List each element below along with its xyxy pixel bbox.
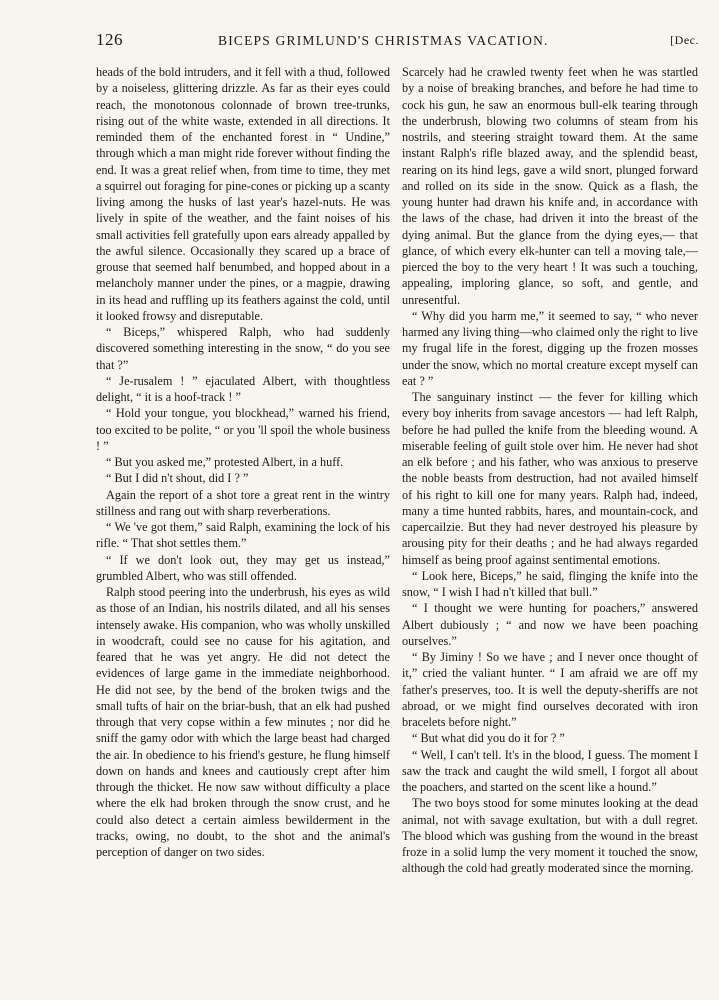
paragraph: Scarcely had he crawled twenty feet when he was startled by a noise of breaking branches, and before he had time to cock his gun, he saw an enormous bull-elk tearing through the underbrush, blowing two columns of steam from his nostrils, and steering straight toward them. At the same instant Ralph's rifle blazed away, and the splendid beast, rearing on its hind legs, gave a wild snort, plunged forward and rolled on its side in the snow. Quick as a flash, the young hunter had drawn his knife and, in accordance with the laws of the chase, had driven it into the breast of the dying animal. But the glance from the dying eyes,— that glance, of which every elk-hunter can tell a moving tale,—pierced the boy to the very heart ! It was such a touching, appealing, imploring glance, so soft, and gentle, and unresentful. [402, 65, 698, 307]
page-number: 126 [96, 30, 123, 49]
paragraph: “ I thought we were hunting for poachers,” answered Albert dubiously ; “ and now we have been poaching ourselves.” [402, 601, 698, 648]
running-head [96, 30, 701, 54]
paragraph: “ But I did n't shout, did I ? ” [106, 471, 249, 486]
paragraph: “ Je-rusalem ! ” ejaculated Albert, with thoughtless delight, “ it is a hoof-track ! ” [96, 373, 390, 404]
paragraph: “ We 've got them,” said Ralph, examining the lock of his rifle. “ That shot settles them.” [96, 520, 390, 551]
paragraph: “ Why did you harm me,” it seemed to say, “ who never harmed any living thing—who claimed only the right to live my frugal life in the forest, digging up the frozen mosses under the snow, which no mortal creature except myself can eat ? ” [402, 308, 698, 388]
paragraph: “ Well, I can't tell. It's in the blood, I guess. The moment I saw the track and caught the wild smell, I forgot all about the poachers, and started on the scent like a hound.” [402, 747, 698, 794]
paragraph: The two boys stood for some minutes looking at the dead animal, not with savage exultation, but with a dull regret. The blood which was gushing from the wound in the breast froze in a solid lump the very moment it touched the snow, although the cold had greatly moderated since the morning. [402, 796, 698, 876]
left-column [96, 64, 390, 860]
running-month: [Dec. [670, 33, 699, 47]
paragraph: Ralph stood peering into the underbrush, his eyes as wild as those of an Indian, his nostrils dilated, and all his senses intensely awake. His companion, who was wholly unskilled in woodcraft, could see no cause for his agitation, and feared that he was yet angry. He did not detect the evidences of large game in the immediate neighborhood. He did not see, by the bend of the broken twigs and the small tufts of hair on the briar-bush, that an elk had pushed through that very copse within a few minutes ; nor did he sniff the gamy odor with which the large beast had charged the air. In obedience to his friend's gesture, he flung himself down on hands and knees and cautiously crept after him through the thicket. He now saw without difficulty a place where the elk had broken through the snow crust, and he could also detect a certain aimless bewilderment in the tracks, owing, no doubt, to the shot and the animal's perception of danger on two sides. [96, 585, 390, 859]
paragraph: “ Look here, Biceps,” he said, flinging the knife into the snow, “ I wish I had n't killed that bull.” [402, 568, 698, 599]
paragraph: heads of the bold intruders, and it fell with a thud, followed by a noiseless, glittering drizzle. As far as their eyes could reach, the monotonous colonnade of brown tree-trunks, rising out of the white waste, extended in all directions. It reminded them of the enchanted forest in “ Undine,” through which a man might ride forever without finding the end. It was a great relief when, from time to time, they met a squirrel out foraging for pine-cones or picking up a scanty living among the husks of last year's hazel-nuts. He was lively in spite of the weather, and the faint noises of his small activities fell gratefully upon ears already appalled by the awful silence. Occasionally they scared up a brace of grouse that seemed half benumbed, and hopped about in a melancholy manner under the pines, or a magpie, drawing in its head and ruffling up its feathers against the cold, until it looked frowsy and disreputable. [96, 65, 390, 323]
right-column [402, 64, 698, 877]
paragraph: “ By Jiminy ! So we have ; and I never once thought of it,” cried the valiant hunter. “ I am afraid we are off my father's preserves, too. It is well the deputy-sheriffs are not abroad, or we might find ourselves decorated with iron bracelets before night.” [402, 650, 698, 729]
paragraph: The sanguinary instinct — the fever for killing which every boy inherits from savage ancestors — had left Ralph, before he had pulled the knife from the bleeding wound. A miserable feeling of guilt stole over him. He never had shot an elk before ; and his father, who was anxious to preserve the noble beasts from destruction, had not availed himself of his right to kill one for many years. Ralph had, indeed, many a time hunted rabbits, hares, and mountain-cock, and capercailzie. But they had never destroyed his pleasure by arousing pity for their deaths ; and he had always regarded himself as being proof against sentimental emotions. [402, 390, 698, 567]
paragraph: “ If we don't look out, they may get us instead,” grumbled Albert, who was still offended. [96, 552, 390, 583]
paragraph: Again the report of a shot tore a great rent in the wintry stillness and rang out with sharp reverberations. [96, 487, 390, 518]
paragraph: “ But what did you do it for ? ” [412, 731, 565, 746]
paragraph: “ Biceps,” whispered Ralph, who had suddenly discovered something interesting in the snow, “ do you see that ?” [96, 325, 390, 372]
paragraph: “ But you asked me,” protested Albert, in a huff. [106, 455, 344, 469]
paragraph: “ Hold your tongue, you blockhead,” warned his friend, too excited to be polite, “ or you 'll spoil the whole business ! ” [96, 406, 390, 453]
running-title: BICEPS GRIMLUND'S CHRISTMAS VACATION. [218, 33, 549, 48]
